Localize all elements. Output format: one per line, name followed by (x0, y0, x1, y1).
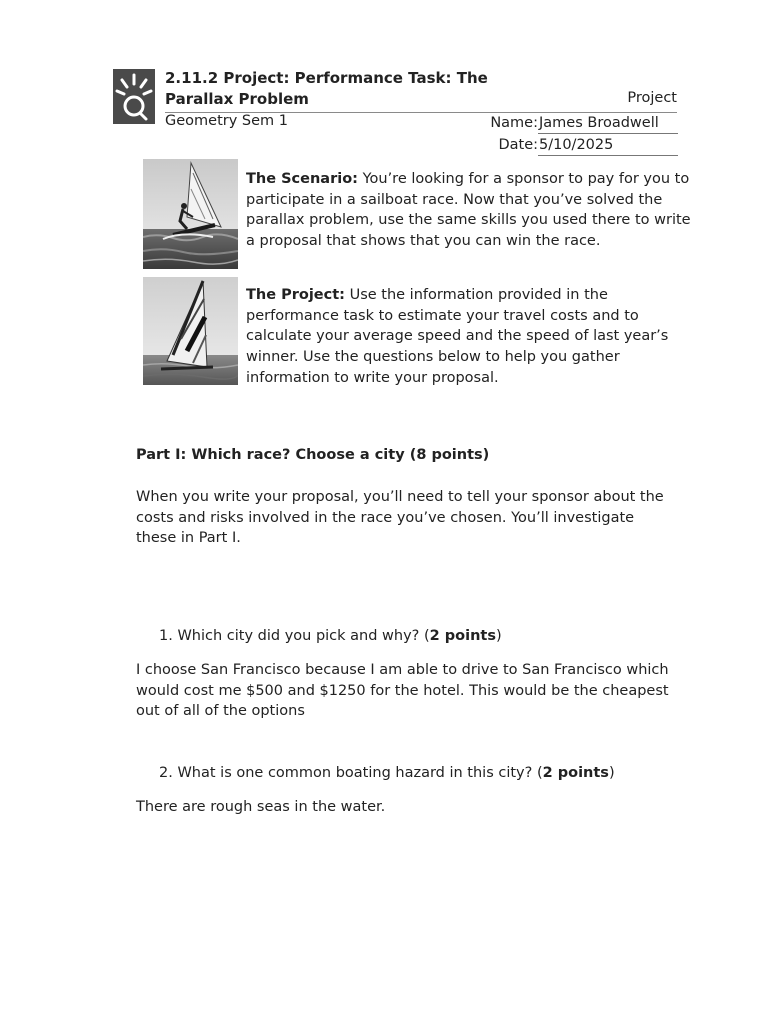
answer-1[interactable]: I choose San Francisco because I am able to drive to San Francisco which would cost me $500 and $1250 for the hotel. This would be the cheapest out of all of the options (136, 662, 669, 720)
part1-heading: Part I: Which race? Choose a city (8 points) (136, 447, 490, 463)
name-field[interactable]: James Broadwell (538, 113, 678, 134)
question-number: 2. (159, 765, 173, 781)
question-text: What is one common boating hazard in this city? ( (177, 765, 543, 781)
project-label: The Project: (246, 287, 345, 303)
question-2 (159, 763, 679, 784)
scenario-text: You’re looking for a sponsor to pay for you to participate in a sailboat race. Now that you’ve solved the parallax problem, use the same skills you used there to write a proposal that shows that you can win the race. (246, 171, 691, 250)
answer-2[interactable]: There are rough seas in the water. (136, 799, 386, 815)
project-paragraph (246, 285, 691, 389)
question-1 (159, 626, 679, 647)
page-title: 2.11.2 Project: Performance Task: The Parallax Problem (165, 69, 488, 108)
scenario-label: The Scenario: (246, 171, 358, 187)
windsurfer-photo (143, 159, 238, 269)
date-label: Date: (498, 137, 538, 153)
sailboat-photo (143, 277, 238, 385)
publisher-logo-icon (113, 69, 155, 124)
date-field[interactable]: 5/10/2025 (538, 135, 678, 156)
question-close: ) (496, 628, 502, 644)
scenario-paragraph (246, 169, 691, 252)
document-type-label: Project (627, 90, 677, 106)
project-text: Use the information provided in the performance task to estimate your travel costs and to calculate your average speed and the speed of last year’s winner. Use the questions below to help you gather information to write your proposal. (246, 287, 669, 386)
course-name: Geometry Sem 1 (165, 113, 288, 129)
part1-description: When you write your proposal, you’ll need to tell your sponsor about the costs and risks involved in the race you’ve chosen. You’ll investigate these in Part I. (136, 489, 664, 547)
question-close: ) (608, 765, 615, 781)
question-text: Which city did you pick and why? ( (177, 628, 430, 644)
question-points: 2 points (542, 765, 609, 781)
name-label: Name: (490, 115, 538, 131)
question-number: 1. (159, 628, 173, 644)
question-points: 2 points (429, 628, 496, 644)
